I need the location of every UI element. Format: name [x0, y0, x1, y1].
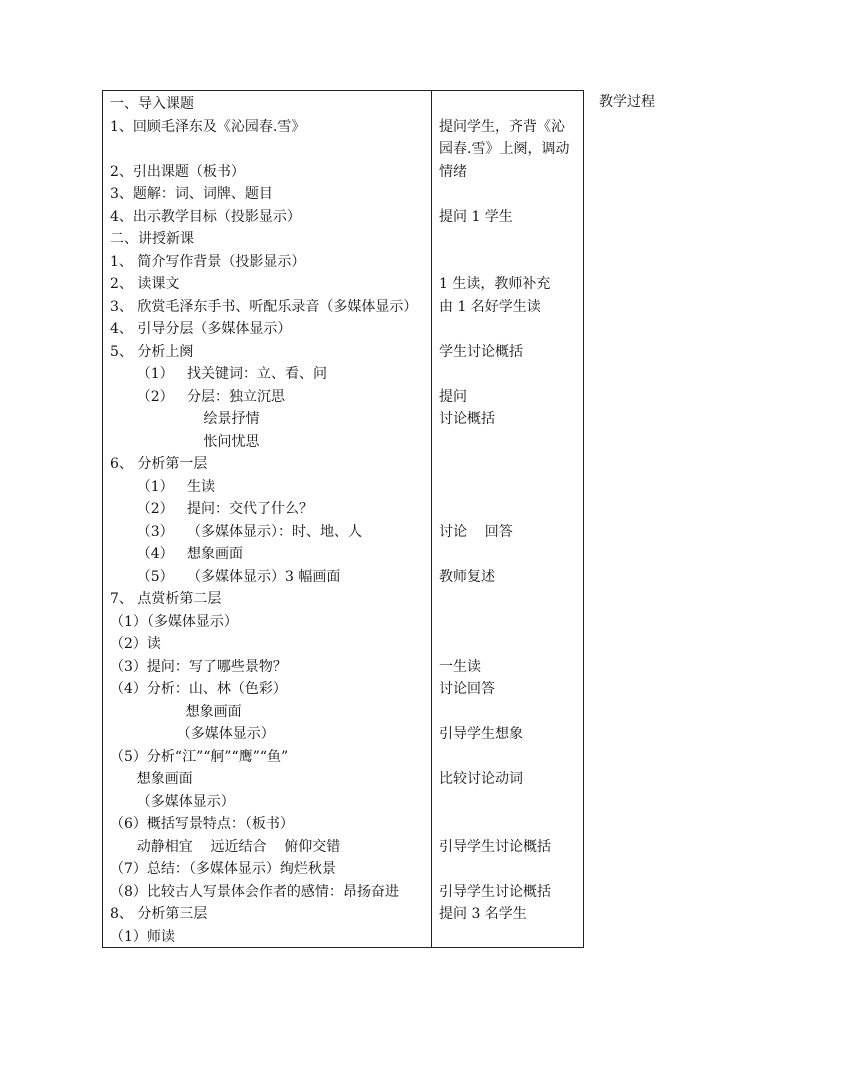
right-cell-line [439, 228, 579, 251]
right-cell-line: 提问 1 学生 [439, 208, 513, 225]
right-cell-line: 教师复述 [439, 568, 495, 585]
right-cell-line [439, 746, 579, 769]
right-cell-line [439, 431, 579, 454]
column-divider [431, 91, 432, 947]
lesson-table [102, 90, 584, 948]
right-cell-line: 讨论 回答 [439, 523, 513, 540]
left-cell-line: 6、 分析第一层 [110, 456, 208, 472]
left-cell-line: 绘景抒情 [110, 411, 260, 427]
left-cell-line: （1） 生读 [110, 478, 215, 495]
left-cell-line: 5、 分析上阕 [110, 343, 194, 360]
right-cell-line [439, 476, 579, 499]
left-cell-line: （2） 分层：独立沉思 [110, 388, 285, 405]
section-label: 教学过程 [599, 94, 655, 110]
left-cell-line: （2） 提问：交代了什么？ [110, 501, 313, 517]
right-cell-line [439, 93, 579, 116]
left-cell-line: 1、 简介写作背景（投影显示） [110, 253, 306, 270]
right-cell-line: 提问学生，齐背《沁 [439, 118, 565, 135]
right-cell-line [439, 926, 579, 949]
right-cell-line: 引导学生讨论概括 [439, 883, 551, 900]
right-cell-line [439, 633, 579, 656]
left-cell-line: 4、 引导分层（多媒体显示） [110, 321, 292, 337]
right-cell-line [439, 543, 579, 566]
right-cell-line [439, 791, 579, 814]
right-cell-line [439, 498, 579, 521]
right-cell-line: 提问 3 名学生 [439, 906, 527, 922]
left-cell-line: 动静相宜 远近结合 俯仰交错 [110, 838, 341, 855]
left-cell-line: 二、讲授新课 [110, 231, 194, 247]
right-cell-line: 比较讨论动词 [439, 771, 523, 787]
right-cell-line: 一生读 [439, 658, 481, 675]
right-cell-line [439, 363, 579, 386]
right-cell-line [439, 813, 579, 836]
left-cell-line: （2）读 [110, 636, 161, 652]
right-cell-line: 讨论概括 [439, 411, 495, 427]
left-cell-line: 一、导入课题 [110, 96, 194, 112]
left-cell-line: 3、 欣赏毛泽东手书、听配乐录音（多媒体显示） [110, 298, 418, 315]
right-cell-line [439, 251, 579, 274]
left-cell-line: 想象画面 [110, 771, 193, 787]
left-cell-line: （6）概括写景特点：（板书） [110, 816, 294, 832]
left-cell-line: （1） 找关键词：立、看、问 [110, 366, 327, 382]
right-cell-line [439, 183, 579, 206]
left-cell-line: （多媒体显示） [110, 726, 275, 742]
left-cell-line: （1）（多媒体显示） [110, 613, 238, 630]
left-cell-line: 2、 读课文 [110, 276, 180, 292]
left-cell-line: （8）比较古人写景体会作者的感情：昂扬奋进 [110, 883, 399, 900]
left-cell-line: 4、出示教学目标（投影显示） [110, 208, 301, 225]
left-cell-line: （5） （多媒体显示）3 幅画面 [110, 568, 341, 585]
right-cell-line [439, 453, 579, 476]
left-cell-line: 2、引出课题（板书） [110, 163, 245, 180]
right-cell-line [439, 318, 579, 341]
left-cell-line: （5）分析“江”“舸”“鹰”“鱼” [110, 748, 289, 765]
left-cell-line: （多媒体显示） [110, 793, 235, 810]
left-cell-line: （4）分析：山、林（色彩） [110, 681, 287, 697]
right-cell-line: 提问 [439, 388, 467, 405]
right-cell-line: 引导学生讨论概括 [439, 838, 551, 855]
right-cell-line: 引导学生想象 [439, 726, 523, 742]
left-cell-line: 8、 分析第三层 [110, 906, 208, 922]
right-cell-line [439, 588, 579, 611]
left-cell-line: （1）师读 [110, 928, 175, 945]
right-cell-line: 学生讨论概括 [439, 343, 523, 360]
left-cell-line: 怅问忧思 [110, 433, 260, 450]
right-cell-line: 1 生读，教师补充 [439, 276, 551, 292]
right-cell-line [439, 701, 579, 724]
left-cell-line: （3） （多媒体显示）：时、地、人 [110, 523, 362, 540]
left-cell-line: 7、 点赏析第二层 [110, 591, 222, 607]
right-cell-line: 讨论回答 [439, 681, 495, 697]
left-cell-line: （7）总结：（多媒体显示）绚烂秋景 [110, 861, 336, 877]
left-cell-line: （4） 想象画面 [110, 546, 243, 562]
left-cell-line: （3）提问：写了哪些景物？ [110, 658, 287, 675]
right-cell-line: 由 1 名好学生读 [439, 298, 541, 315]
right-cell-line [439, 858, 579, 881]
left-cell-line: 想象画面 [110, 703, 242, 720]
left-cell-line: 1、回顾毛泽东及《沁园春.雪》 [110, 118, 306, 135]
left-cell-line: 3、题解：词、词牌、题目 [110, 186, 273, 202]
right-cell-line [439, 611, 579, 634]
left-cell-line [110, 138, 428, 161]
right-cell-line: 情绪 [439, 163, 467, 180]
right-cell-line: 园春.雪》上阕，调动 [439, 141, 570, 157]
